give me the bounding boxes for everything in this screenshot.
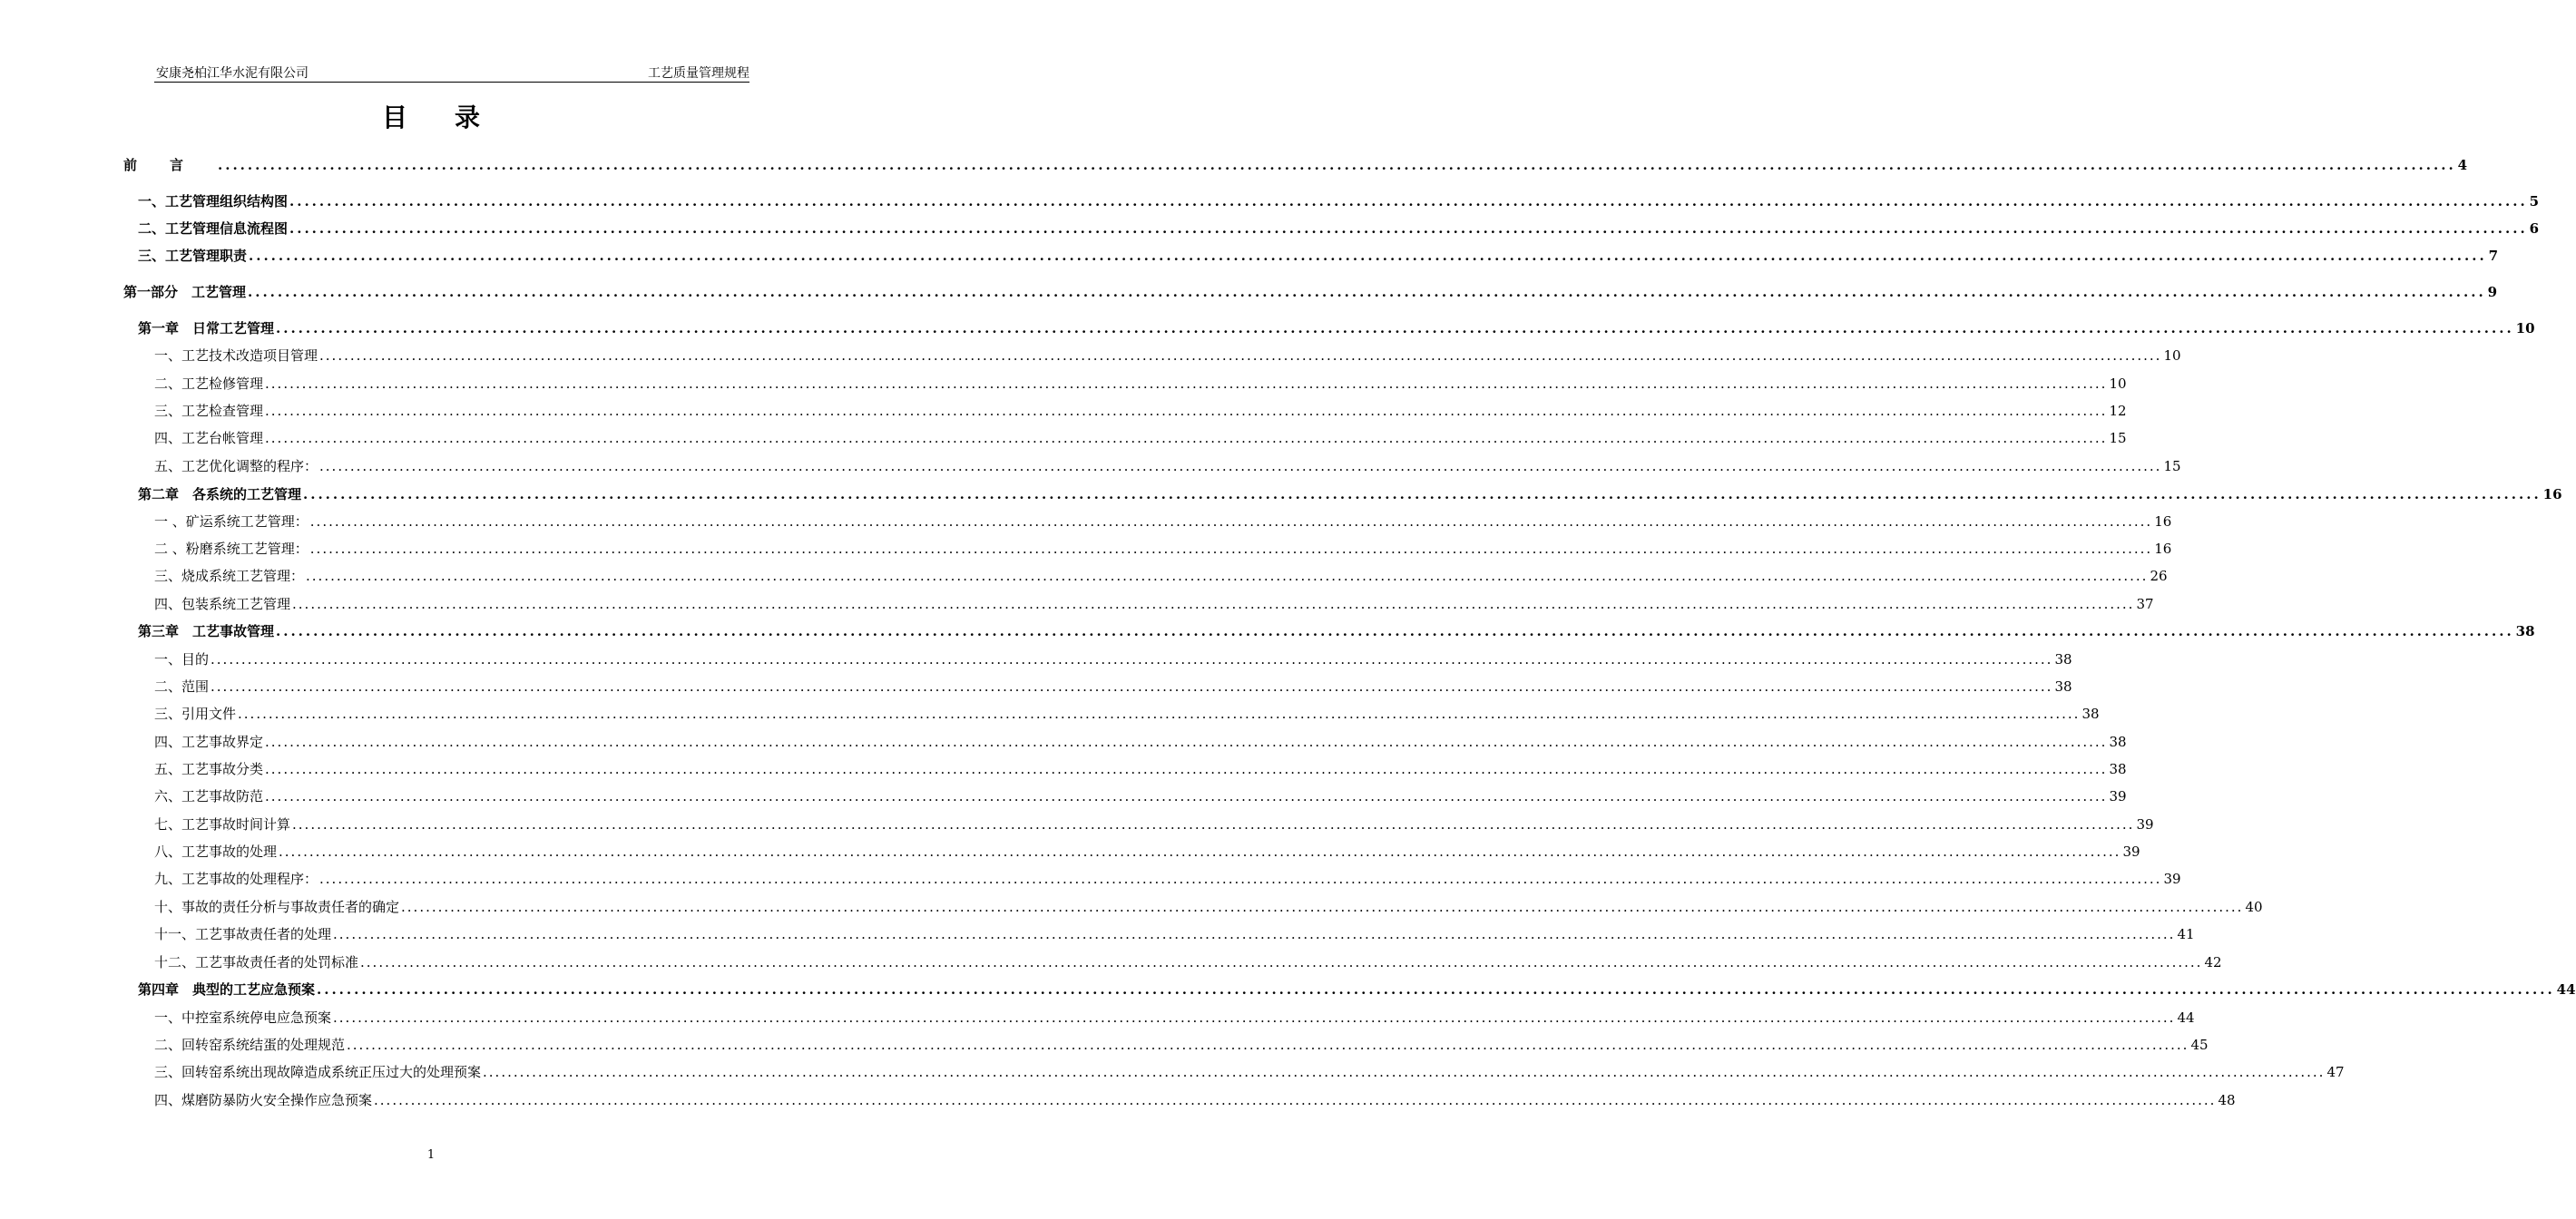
toc-entry-page: 38 [2109, 761, 2127, 777]
toc-entry[interactable] [154, 1008, 2195, 1028]
toc-entry-page: 38 [2054, 678, 2072, 695]
toc-entry-page: 41 [2177, 926, 2195, 942]
toc-entry-label: 四、工艺事故界定 [154, 734, 264, 750]
toc-entry-label: 十二、工艺事故责任者的处罚标准 [154, 954, 359, 970]
toc-entry-label: 九、工艺事故的处理程序： [154, 871, 318, 887]
toc-entry[interactable] [154, 456, 2181, 476]
toc-entry[interactable] [138, 191, 2540, 211]
toc-entry[interactable] [154, 759, 2127, 779]
toc-leader-dots: ............................................................................................................................................................................................................................................................................................................ [374, 1092, 2217, 1108]
page-number: 1 [426, 1148, 436, 1162]
toc-entry-label: 四、包装系统工艺管理 [154, 596, 291, 612]
toc-entry[interactable] [138, 980, 2576, 1000]
toc-entry-label: 一、中控室系统停电应急预案 [154, 1009, 332, 1026]
toc-entry-page: 10 [2515, 320, 2535, 336]
toc-entry-label: 第一章 日常工艺管理 [138, 320, 275, 336]
toc-entry-page: 45 [2190, 1037, 2209, 1053]
toc-entry-page: 40 [2245, 899, 2263, 915]
toc-entry-label: 一、工艺技术改造项目管理 [154, 347, 318, 364]
toc-leader-dots: ............................................................................................................................................................................................................................................................................................................ [248, 284, 2486, 300]
toc-entry[interactable] [123, 155, 2468, 175]
toc-leader-dots: ............................................................................................................................................................................................................................................................................................................ [265, 375, 2108, 392]
toc-entry-page: 37 [2136, 596, 2154, 612]
toc-entry-page: 48 [2218, 1092, 2236, 1108]
toc-entry-label: 十、事故的责任分析与事故责任者的确定 [154, 899, 400, 915]
toc-entry[interactable] [154, 374, 2127, 394]
toc-entry[interactable] [154, 539, 2172, 559]
toc-entry-page: 4 [2457, 157, 2468, 173]
toc-entry[interactable] [138, 219, 2540, 239]
toc-entry[interactable] [154, 649, 2072, 669]
toc-entry-page: 26 [2150, 568, 2168, 584]
toc-entry-label: 三、引用文件 [154, 706, 237, 722]
toc-entry-page: 38 [2515, 623, 2535, 639]
toc-entry[interactable] [154, 732, 2127, 752]
toc-entry[interactable] [154, 512, 2172, 531]
toc-entry-page: 38 [2054, 651, 2072, 668]
toc-leader-dots: ............................................................................................................................................................................................................................................................................................................ [360, 954, 2203, 970]
toc-entry-label: 第三章 工艺事故管理 [138, 623, 275, 639]
toc-leader-dots: ............................................................................................................................................................................................................................................................................................................ [265, 761, 2108, 777]
toc-entry-page: 9 [2487, 284, 2498, 300]
toc-entry-label: 前言 [123, 157, 217, 173]
toc-entry-label: 八、工艺事故的处理 [154, 844, 278, 860]
toc-leader-dots: ............................................................................................................................................................................................................................................................................................................ [303, 486, 2542, 502]
toc-leader-dots: ............................................................................................................................................................................................................................................................................................................ [333, 1009, 2176, 1026]
toc-entry[interactable] [138, 318, 2535, 338]
toc-entry-label: 六、工艺事故防范 [154, 788, 264, 805]
toc-leader-dots: ............................................................................................................................................................................................................................................................................................................ [218, 157, 2456, 173]
toc-leader-dots: ............................................................................................................................................................................................................................................................................................................ [249, 248, 2487, 264]
toc-leader-dots: ............................................................................................................................................................................................................................................................................................................ [265, 788, 2108, 805]
toc-entry[interactable] [138, 484, 2562, 504]
toc-leader-dots: ............................................................................................................................................................................................................................................................................................................ [211, 678, 2053, 695]
toc-entry[interactable] [154, 594, 2154, 614]
toc-entry-page: 39 [2163, 871, 2181, 887]
toc-entry-page: 47 [2326, 1064, 2345, 1080]
toc-leader-dots: ............................................................................................................................................................................................................................................................................................................ [292, 816, 2135, 833]
toc-entry-page: 6 [2529, 220, 2540, 237]
toc-leader-dots: ............................................................................................................................................................................................................................................................................................................ [276, 623, 2514, 639]
toc-leader-dots: ............................................................................................................................................................................................................................................................................................................ [276, 320, 2514, 336]
toc-entry-page: 44 [2556, 981, 2576, 998]
toc-entry-label: 二、工艺检修管理 [154, 375, 264, 392]
toc-entry[interactable] [138, 246, 2499, 266]
toc-leader-dots: ............................................................................................................................................................................................................................................................................................................ [401, 899, 2244, 915]
toc-leader-dots: ............................................................................................................................................................................................................................................................................................................ [319, 347, 2162, 364]
toc-entry-label: 第一部分 工艺管理 [123, 284, 247, 300]
toc-leader-dots: ............................................................................................................................................................................................................................................................................................................ [333, 926, 2176, 942]
toc-entry[interactable] [123, 282, 2498, 302]
toc-leader-dots: ............................................................................................................................................................................................................................................................................................................ [289, 193, 2528, 210]
toc-entry-label: 二、回转窑系统结蛋的处理规范 [154, 1037, 346, 1053]
toc-entry-page: 42 [2204, 954, 2222, 970]
toc-entry[interactable] [154, 566, 2168, 586]
toc-entry-label: 五、工艺事故分类 [154, 761, 264, 777]
toc-leader-dots: ............................................................................................................................................................................................................................................................................................................ [211, 651, 2053, 668]
toc-entry-label: 三、工艺检查管理 [154, 403, 264, 419]
toc-leader-dots: ............................................................................................................................................................................................................................................................................................................ [483, 1064, 2326, 1080]
toc-entry[interactable] [154, 401, 2127, 421]
toc-entry-page: 15 [2109, 430, 2127, 446]
company-name: 安康尧柏江华水泥有限公司 [156, 66, 309, 81]
toc-entry-label: 三、回转窑系统出现故障造成系统正压过大的处理预案 [154, 1064, 482, 1080]
toc-entry[interactable] [154, 346, 2181, 366]
toc-entry-label: 十一、工艺事故责任者的处理 [154, 926, 332, 942]
toc-entry-label: 三、烧成系统工艺管理： [154, 568, 305, 584]
toc-entry-label: 三、工艺管理职责 [138, 248, 248, 264]
toc-title: 目录 [381, 102, 527, 132]
toc-entry-label: 第四章 典型的工艺应急预案 [138, 981, 316, 998]
toc-entry-label: 第二章 各系统的工艺管理 [138, 486, 302, 502]
toc-entry-page: 16 [2154, 541, 2172, 557]
toc-entry-page: 12 [2109, 403, 2127, 419]
toc-entry-label: 二 、粉磨系统工艺管理： [154, 541, 309, 557]
toc-leader-dots: ............................................................................................................................................................................................................................................................................................................ [238, 706, 2081, 722]
toc-leader-dots: ............................................................................................................................................................................................................................................................................................................ [347, 1037, 2189, 1053]
toc-entry[interactable] [154, 869, 2181, 889]
toc-entry-page: 16 [2154, 513, 2172, 530]
toc-leader-dots: ............................................................................................................................................................................................................................................................................................................ [265, 734, 2108, 750]
toc-entry[interactable] [154, 952, 2222, 972]
toc-entry-label: 四、煤磨防暴防火安全操作应急预案 [154, 1092, 373, 1108]
toc-entry-label: 二、范围 [154, 678, 210, 695]
toc-entry-page: 5 [2529, 193, 2540, 210]
toc-entry[interactable] [154, 428, 2127, 448]
toc-leader-dots: ............................................................................................................................................................................................................................................................................................................ [319, 458, 2162, 474]
toc-entry[interactable] [154, 786, 2127, 806]
toc-entry-page: 39 [2136, 816, 2154, 833]
toc-entry-label: 一 、矿运系统工艺管理： [154, 513, 309, 530]
toc-entry[interactable] [154, 1035, 2209, 1055]
toc-entry-label: 七、工艺事故时间计算 [154, 816, 291, 833]
toc-leader-dots: ............................................................................................................................................................................................................................................................................................................ [289, 220, 2528, 237]
toc-entry-page: 38 [2109, 734, 2127, 750]
toc-leader-dots: ............................................................................................................................................................................................................................................................................................................ [319, 871, 2162, 887]
toc-leader-dots: ............................................................................................................................................................................................................................................................................................................ [265, 430, 2108, 446]
toc-entry-label: 二、工艺管理信息流程图 [138, 220, 289, 237]
toc-entry[interactable] [154, 924, 2195, 944]
toc-entry-page: 38 [2081, 706, 2100, 722]
toc-leader-dots: ............................................................................................................................................................................................................................................................................................................ [309, 541, 2153, 557]
toc-entry-page: 7 [2488, 248, 2499, 264]
toc-leader-dots: ............................................................................................................................................................................................................................................................................................................ [317, 981, 2555, 998]
toc-entry-label: 四、工艺台帐管理 [154, 430, 264, 446]
toc-entry[interactable] [154, 842, 2140, 862]
toc-entry[interactable] [154, 1090, 2236, 1110]
toc-entry[interactable] [154, 897, 2263, 917]
toc-entry-label: 一、工艺管理组织结构图 [138, 193, 289, 210]
toc-entry-page: 44 [2177, 1009, 2195, 1026]
toc-leader-dots: ............................................................................................................................................................................................................................................................................................................ [306, 568, 2149, 584]
toc-entry-page: 10 [2163, 347, 2181, 364]
toc-entry-label: 一、目的 [154, 651, 210, 668]
toc-entry-label: 五、工艺优化调整的程序： [154, 458, 318, 474]
toc-entry[interactable] [154, 814, 2154, 834]
toc-entry[interactable] [154, 1062, 2345, 1082]
toc-entry[interactable] [154, 704, 2100, 724]
toc-entry[interactable] [154, 677, 2072, 697]
toc-leader-dots: ............................................................................................................................................................................................................................................................................................................ [265, 403, 2108, 419]
toc-entry[interactable] [138, 621, 2535, 641]
toc-leader-dots: ............................................................................................................................................................................................................................................................................................................ [279, 844, 2121, 860]
toc-entry-page: 39 [2109, 788, 2127, 805]
toc-leader-dots: ............................................................................................................................................................................................................................................................................................................ [292, 596, 2135, 612]
document-title: 工艺质量管理规程 [648, 66, 749, 81]
toc-entry-page: 16 [2542, 486, 2562, 502]
toc-leader-dots: ............................................................................................................................................................................................................................................................................................................ [309, 513, 2153, 530]
toc-entry-page: 39 [2122, 844, 2140, 860]
toc-entry-page: 10 [2109, 375, 2127, 392]
toc-entry-page: 15 [2163, 458, 2181, 474]
